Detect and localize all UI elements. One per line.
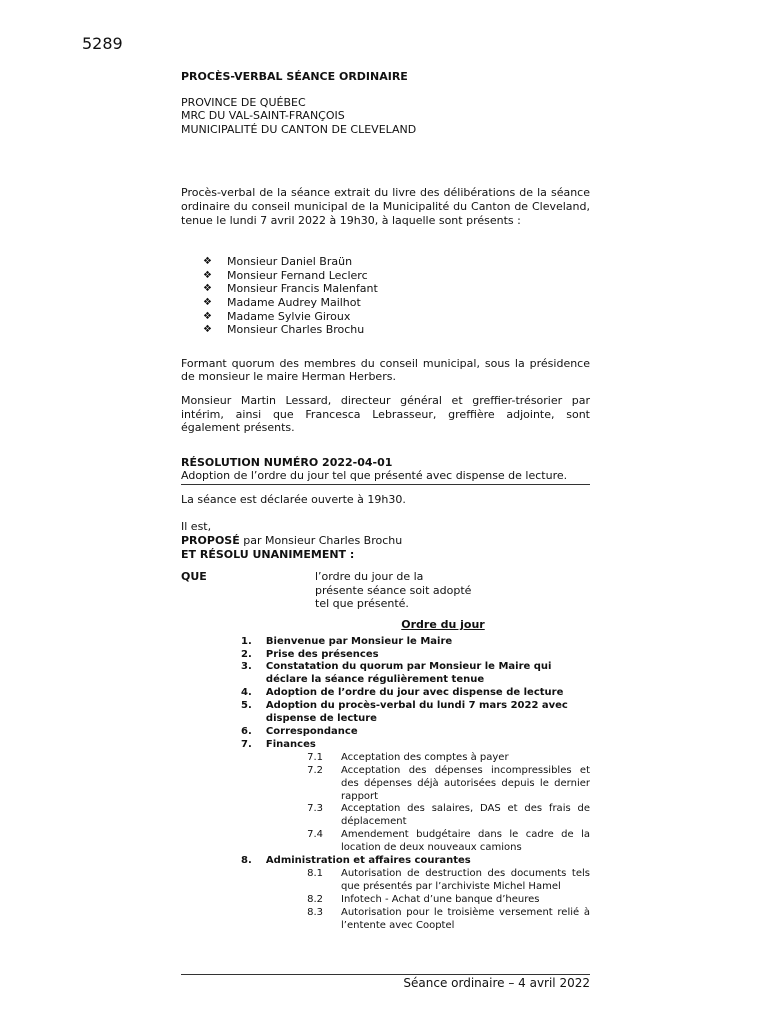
- list-item: [203, 269, 590, 283]
- agenda-item-text: Finances: [265, 738, 316, 750]
- agenda-subitem-number: 7.4: [307, 829, 323, 841]
- agenda-subitem-number: 8.1: [307, 867, 323, 879]
- agenda-item-number: 1.: [241, 635, 252, 647]
- agenda-subitem-text: Autorisation de destruction des documents tels que présentés par l’archiviste Michel Hamel: [341, 867, 590, 892]
- agenda-item: [241, 855, 590, 868]
- agenda-item: [241, 726, 590, 739]
- proposed-line: [181, 534, 590, 548]
- list-item: [203, 296, 590, 310]
- agenda-item: [241, 636, 590, 649]
- agenda-subitem-text: Acceptation des salaires, DAS et des frais de déplacement: [341, 803, 590, 828]
- agenda-item: [241, 700, 590, 726]
- resolution-title: RÉSOLUTION NUMÉRO 2022-04-01: [181, 455, 393, 469]
- bullet-icon: ❖: [203, 269, 212, 281]
- agenda-item-text: Adoption de l’ordre du jour avec dispense de lecture: [265, 687, 564, 699]
- agenda-subitem-text: Acceptation des dépenses incompressibles et des dépenses déjà autorisées depuis le dernier rapport: [341, 764, 590, 802]
- proposed-label: PROPOSÉ: [181, 534, 240, 548]
- agenda-subitem: [181, 829, 590, 855]
- header-line: MUNICIPALITÉ DU CANTON DE CLEVELAND: [181, 122, 417, 136]
- page-number: 5289: [82, 34, 123, 53]
- agenda-list: [181, 636, 590, 933]
- agenda-subitem: [181, 868, 590, 894]
- list-item: [203, 282, 590, 296]
- agenda-item: [241, 661, 590, 687]
- agenda-item: [241, 649, 590, 662]
- list-item: [203, 310, 590, 324]
- que-label: QUE: [181, 570, 207, 584]
- member-name: Monsieur Daniel Braün: [227, 255, 353, 269]
- agenda-title: Ordre du jour: [401, 618, 485, 632]
- agenda-item-number: 3.: [241, 661, 252, 673]
- bullet-icon: ❖: [203, 256, 212, 268]
- bullet-icon: ❖: [203, 283, 212, 295]
- member-name: Monsieur Francis Malenfant: [227, 282, 378, 296]
- que-clause: [181, 570, 590, 611]
- agenda-item-number: 4.: [241, 687, 252, 699]
- agenda-subitem-text: Autorisation pour le troisième versement relié à l’entente avec Cooptel: [341, 906, 590, 931]
- agenda-item-text: Bienvenue par Monsieur le Maire: [265, 635, 453, 647]
- member-name: Monsieur Fernand Leclerc: [227, 268, 368, 282]
- agenda-item-text: Prise des présences: [265, 648, 379, 660]
- member-name: Monsieur Charles Brochu: [227, 323, 365, 337]
- member-name: Madame Sylvie Giroux: [227, 309, 351, 323]
- footer-divider: [181, 974, 590, 975]
- agenda-item-text: Correspondance: [265, 725, 358, 737]
- agenda-subitem-number: 8.2: [307, 893, 323, 905]
- que-text: l’ordre du jour de la présente séance soit adopté tel que présenté.: [315, 570, 472, 611]
- agenda-subitem-text: Acceptation des comptes à payer: [341, 751, 509, 763]
- agenda-item-text: Administration et affaires courantes: [265, 855, 471, 867]
- agenda-item-number: 2.: [241, 648, 252, 660]
- bullet-icon: ❖: [203, 296, 212, 308]
- agenda-subitem-number: 7.1: [307, 751, 323, 763]
- agenda-subitem-number: 7.3: [307, 803, 323, 815]
- agenda-item-number: 7.: [241, 738, 252, 750]
- header-block: [181, 96, 590, 137]
- agenda-item-text: Constatation du quorum par Monsieur le Maire qui déclare la séance régulièrement tenue: [265, 661, 552, 686]
- header-line: PROVINCE DE QUÉBEC: [181, 95, 306, 109]
- member-name: Madame Audrey Mailhot: [227, 295, 361, 309]
- resolved-line: ET RÉSOLU UNANIMEMENT :: [181, 547, 355, 561]
- header-line: MRC DU VAL-SAINT-FRANÇOIS: [181, 109, 345, 123]
- agenda-subitem: [181, 803, 590, 829]
- opening-statement: La séance est déclarée ouverte à 19h30.: [181, 492, 406, 506]
- list-item: [203, 323, 590, 337]
- bullet-icon: ❖: [203, 324, 212, 336]
- agenda-item-text: Adoption du procès-verbal du lundi 7 mars 2022 avec dispense de lecture: [265, 700, 568, 725]
- agenda-item: [241, 687, 590, 700]
- agenda-subitem-number: 7.2: [307, 764, 323, 776]
- document-title: PROCÈS-VERBAL SÉANCE ORDINAIRE: [181, 70, 408, 83]
- agenda-subitem: [181, 907, 590, 933]
- agenda-item-number: 5.: [241, 700, 252, 712]
- agenda-item: [241, 739, 590, 752]
- resolution-description: Adoption de l’ordre du jour tel que présenté avec dispense de lecture.: [181, 469, 590, 485]
- list-item: [203, 255, 590, 269]
- agenda-subitem: [181, 894, 590, 907]
- agenda-item-number: 6.: [241, 725, 252, 737]
- agenda-subitem: [181, 752, 590, 765]
- il-est-text: Il est,: [181, 520, 212, 534]
- agenda-subitem-text: Amendement budgétaire dans le cadre de la location de deux nouveaux camions: [341, 829, 590, 854]
- quorum-paragraph: Formant quorum des membres du conseil municipal, sous la présidence de monsieur le maire Herman Herbers.: [181, 356, 590, 384]
- document-body: [181, 70, 590, 932]
- members-list: [203, 255, 590, 337]
- also-present-paragraph: Monsieur Martin Lessard, directeur général et greffier-trésorier par intérim, ainsi que Francesca Lebrasseur, greffière adjointe, sont également présents.: [181, 393, 590, 435]
- agenda-subitem: [181, 765, 590, 804]
- footer-text: Séance ordinaire – 4 avril 2022: [403, 976, 590, 990]
- intro-paragraph: Procès-verbal de la séance extrait du livre des délibérations de la séance ordinaire du conseil municipal de la Municipalité du Canton de Cleveland, tenue le lundi 7 avril 2022 à 19h30, à laquelle sont présents :: [181, 186, 590, 227]
- proposed-text: par Monsieur Charles Brochu: [239, 534, 403, 548]
- agenda-subitem-number: 8.3: [307, 906, 323, 918]
- bullet-icon: ❖: [203, 310, 212, 322]
- agenda-item-number: 8.: [241, 855, 252, 867]
- agenda-subitem-text: Infotech - Achat d’une banque d’heures: [341, 893, 540, 905]
